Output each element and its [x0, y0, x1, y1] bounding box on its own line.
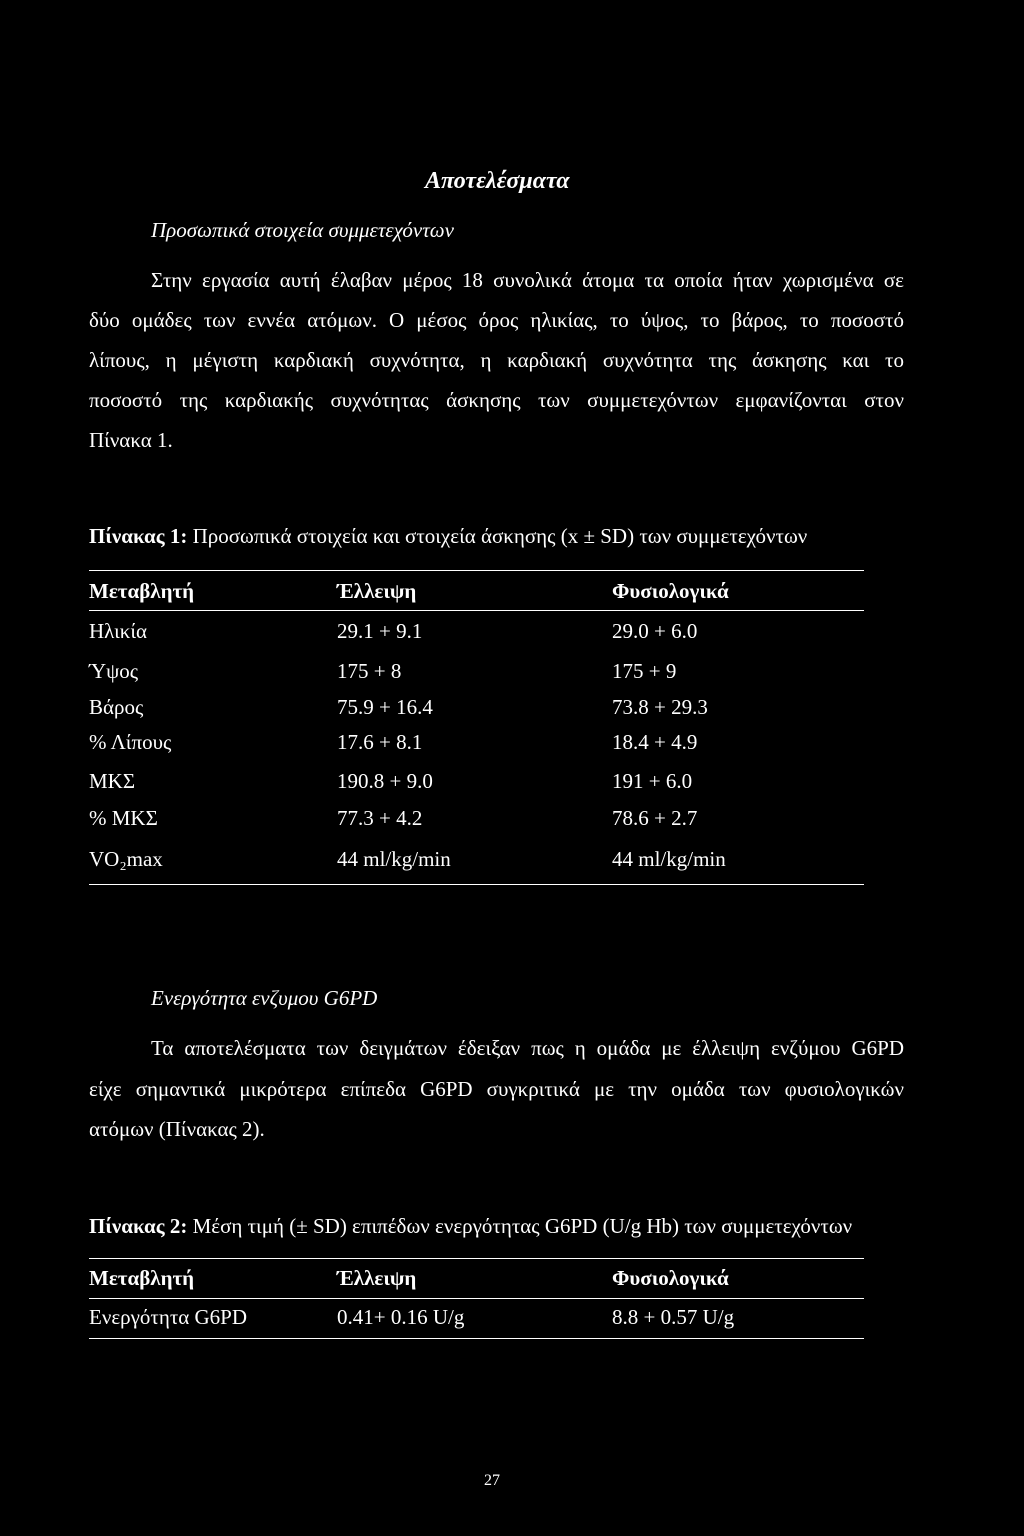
table1-caption-text: Προσωπικά στοιχεία και στοιχεία άσκησης (x ± SD) των συμμετεχόντων	[192, 524, 808, 548]
table2-cell: 0.41+ 0.16 U/g	[337, 1305, 465, 1329]
paragraph-line: Τα αποτελέσματα των δειγμάτων έδειξαν πως η ομάδα με έλλειψη ενζύμου G6PD	[151, 1036, 904, 1060]
subsection-heading-participants: Προσωπικά στοιχεία συμμετεχόντων	[151, 218, 454, 242]
table2-caption-label: Πίνακας 2:	[89, 1214, 188, 1238]
table2-cell: 8.8 + 0.57 U/g	[612, 1305, 735, 1329]
table1-cell: 73.8 + 29.3	[612, 695, 708, 719]
table1-bottom-rule	[89, 884, 864, 885]
table1-cell: Βάρος	[89, 695, 144, 719]
paragraph-line: ατόμων (Πίνακας 2).	[89, 1117, 265, 1141]
table1-cell: 18.4 + 4.9	[612, 730, 698, 754]
table1-cell: % Λίπους	[89, 730, 172, 754]
paragraph-line: είχε σημαντικά μικρότερα επίπεδα G6PD συγκριτικά με την ομάδα των φυσιολογικών	[89, 1077, 904, 1101]
table1-caption	[89, 524, 807, 549]
table1-cell: 29.1 + 9.1	[337, 619, 423, 643]
table1-cell: % ΜΚΣ	[89, 806, 158, 830]
table2-header-normal: Φυσιολογικά	[612, 1266, 729, 1290]
table1-caption-label: Πίνακας 1:	[89, 524, 188, 548]
table1-cell: 29.0 + 6.0	[612, 619, 698, 643]
table2-caption-text: Μέση τιμή (± SD) επιπέδων ενεργότητας G6PD (U/g Hb) των συμμετεχόντων	[192, 1214, 853, 1238]
table1-cell: 77.3 + 4.2	[337, 806, 423, 830]
table1-cell: VO₂max	[89, 847, 163, 871]
paragraph-line: ποσοστό της καρδιακής συχνότητας άσκησης των συμμετεχόντων εμφανίζονται στον	[89, 388, 904, 412]
subsection-heading-g6pd: Ενεργότητα ενζυμου G6PD	[151, 986, 378, 1010]
table1-top-rule	[89, 570, 864, 571]
table2-cell: Ενεργότητα G6PD	[89, 1305, 248, 1329]
table1-cell: 175 + 9	[612, 659, 677, 683]
table1-header-variable: Μεταβλητή	[89, 579, 195, 603]
page-number: 27	[484, 1472, 500, 1489]
table1-cell: 175 + 8	[337, 659, 402, 683]
table2-top-rule	[89, 1258, 864, 1259]
table1-cell: Ύψος	[89, 659, 139, 683]
table2-caption	[89, 1214, 852, 1239]
table2-header-variable: Μεταβλητή	[89, 1266, 195, 1290]
table1-cell: 44 ml/kg/min	[612, 847, 726, 871]
table1-cell: 75.9 + 16.4	[337, 695, 433, 719]
table1-cell: 191 + 6.0	[612, 769, 693, 793]
section-title: Αποτελέσματα	[425, 168, 570, 194]
paragraph-line: δύο ομάδες των εννέα ατόμων. Ο μέσος όρος ηλικίας, το ύψος, το βάρος, το ποσοστό	[89, 308, 904, 332]
table1-cell: 190.8 + 9.0	[337, 769, 433, 793]
table1-header-deficiency: Έλλειψη	[337, 579, 417, 603]
table1-header-rule	[89, 610, 864, 611]
table2-header-rule	[89, 1298, 864, 1299]
table1-header-normal: Φυσιολογικά	[612, 579, 729, 603]
table2-bottom-rule	[89, 1338, 864, 1339]
table1-cell: 78.6 + 2.7	[612, 806, 698, 830]
table1-cell: ΜΚΣ	[89, 769, 136, 793]
paragraph-line: Πίνακα 1.	[89, 428, 173, 452]
table1-cell: Ηλικία	[89, 619, 147, 643]
paragraph-line: λίπους, η μέγιστη καρδιακή συχνότητα, η καρδιακή συχνότητα της άσκησης και το	[89, 348, 904, 372]
table1-cell: 44 ml/kg/min	[337, 847, 451, 871]
paragraph-line: Στην εργασία αυτή έλαβαν μέρος 18 συνολικά άτομα τα οποία ήταν χωρισμένα σε	[151, 268, 904, 292]
table2-header-deficiency: Έλλειψη	[337, 1266, 417, 1290]
table1-cell: 17.6 + 8.1	[337, 730, 423, 754]
